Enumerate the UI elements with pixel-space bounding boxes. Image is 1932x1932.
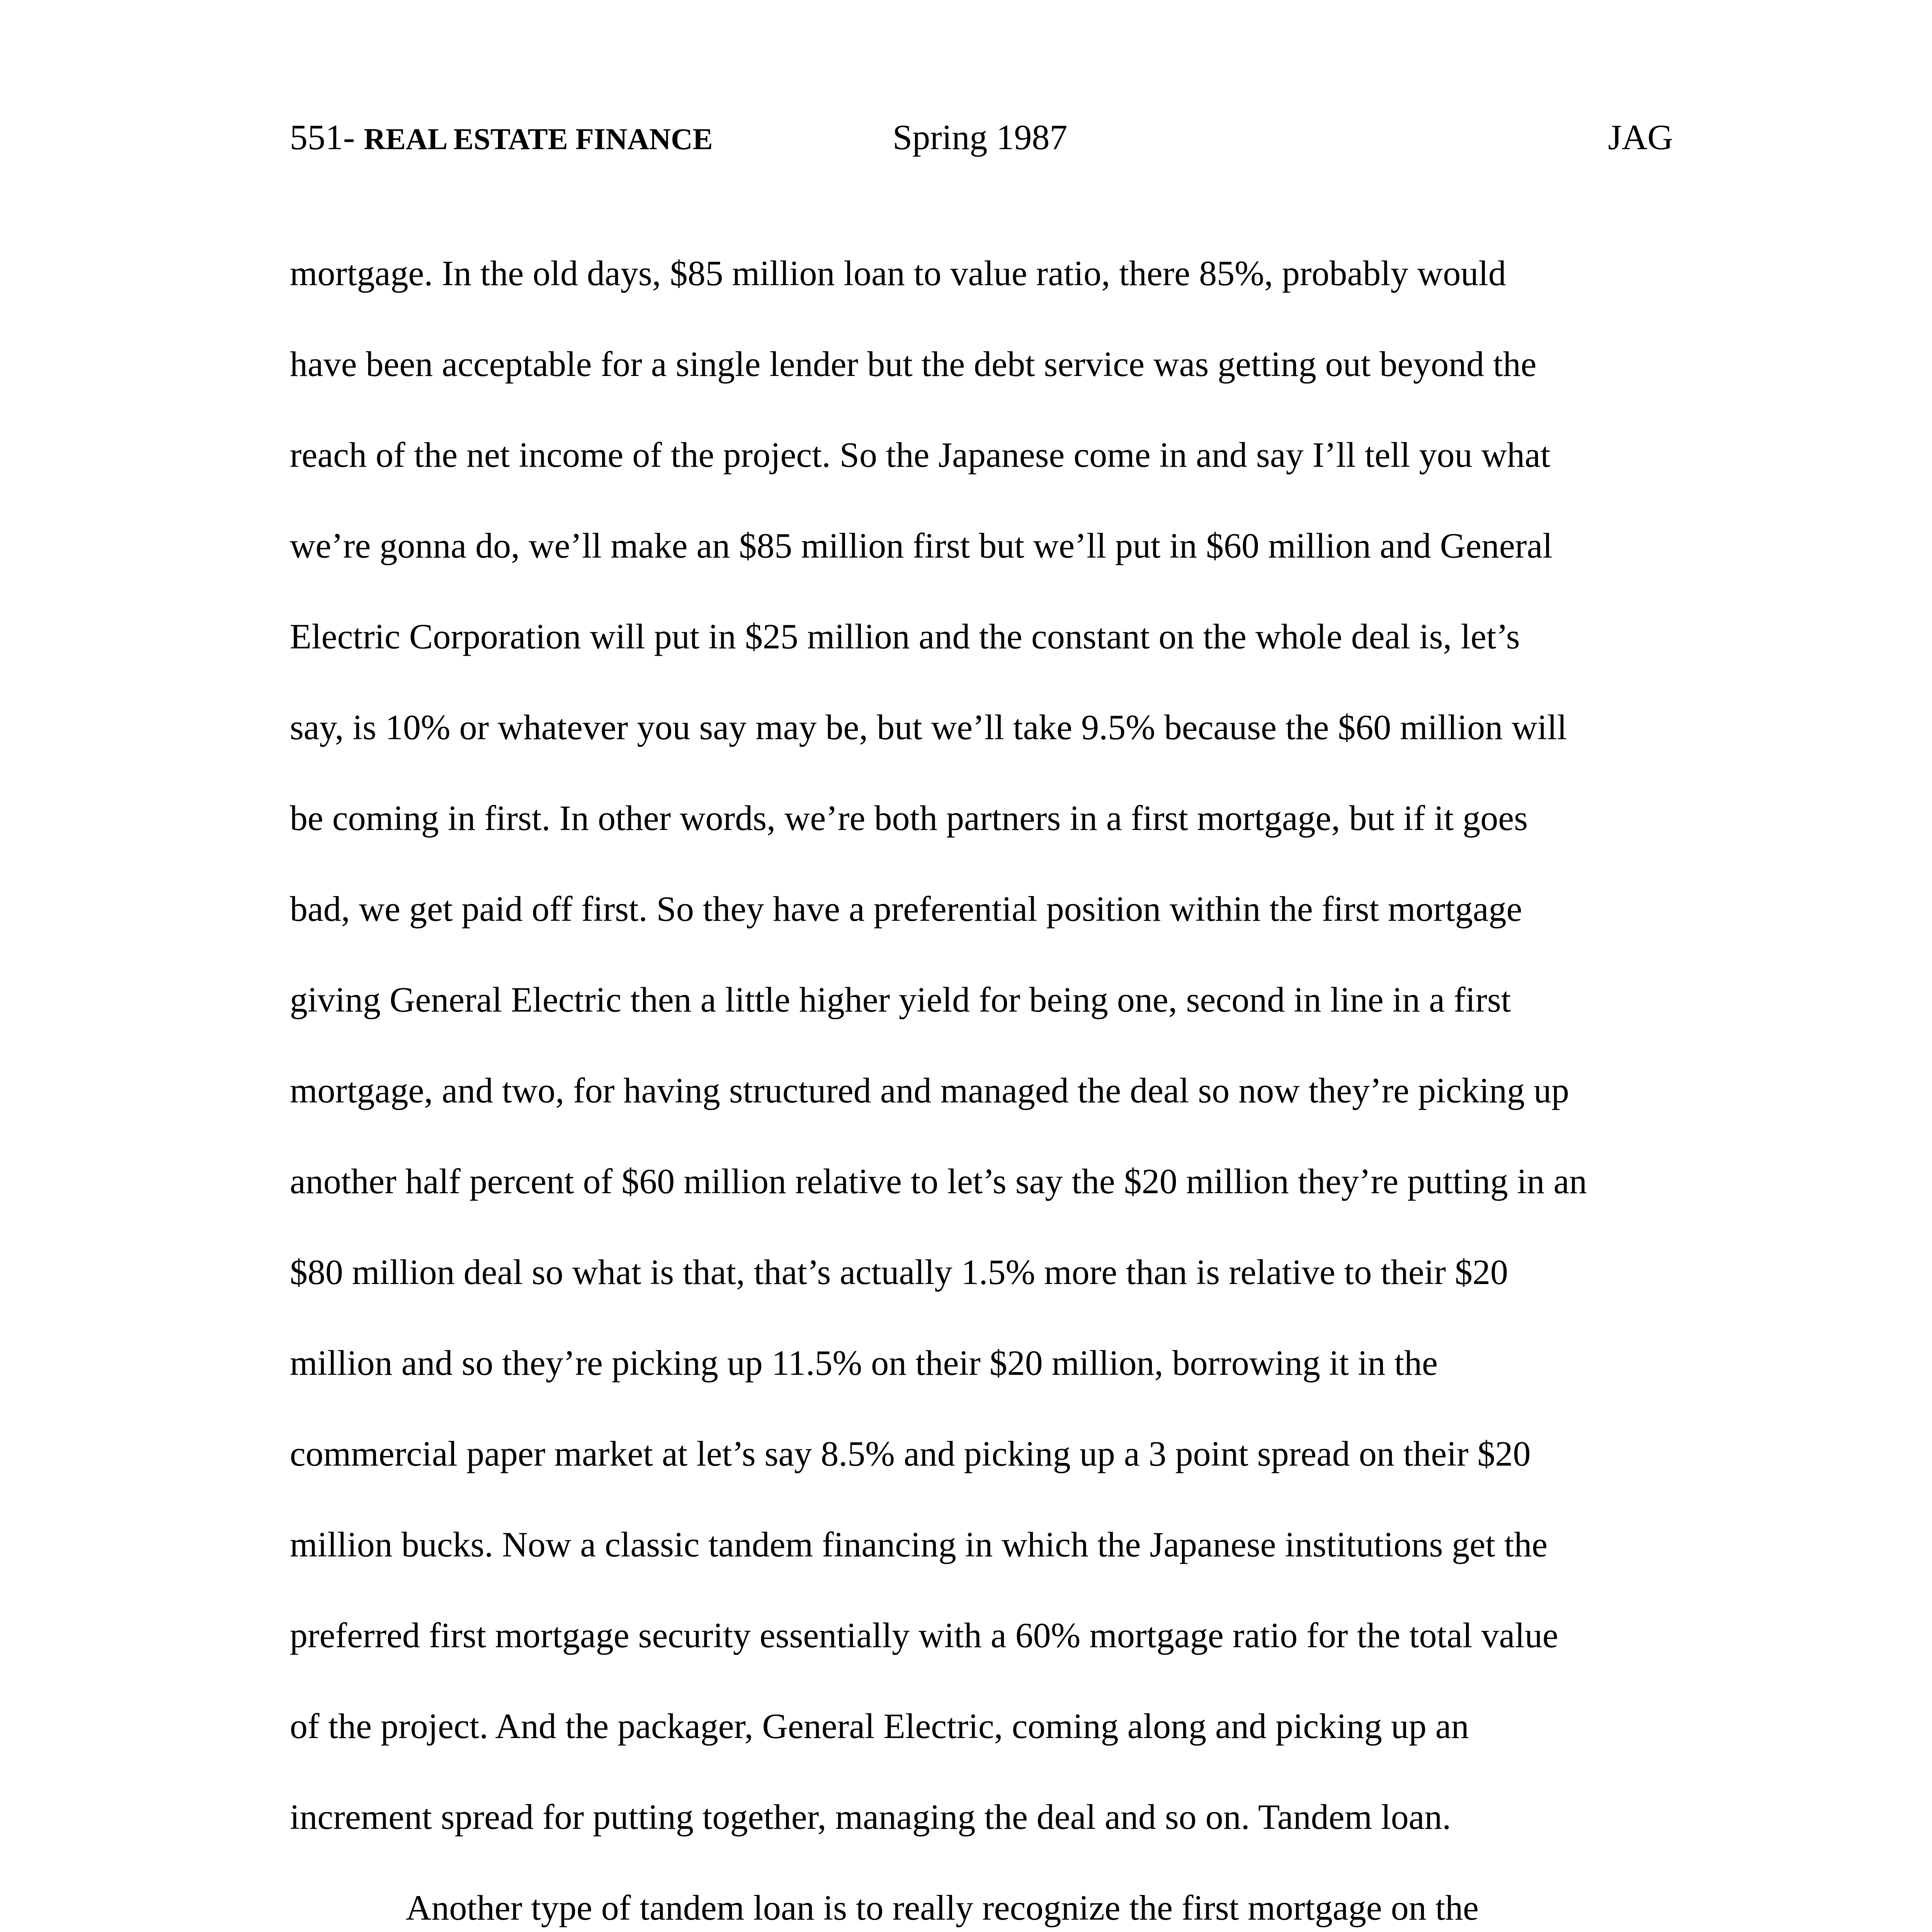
text-line: have been acceptable for a single lender but the debt service was getting out beyond the <box>290 344 1537 384</box>
text-line: another half percent of $60 million relative to let’s say the $20 million they’re putting in an <box>290 1162 1587 1201</box>
text-line: million bucks. Now a classic tandem financing in which the Japanese institutions get the <box>290 1525 1548 1564</box>
text-line: be coming in first. In other words, we’re both partners in a first mortgage, but if it goes <box>290 798 1528 838</box>
text-line: million and so they’re picking up 11.5% on their $20 million, borrowing it in the <box>290 1343 1438 1383</box>
transcript-body <box>290 228 1681 1932</box>
text-line: we’re gonna do, we’ll make an $85 million first but we’ll put in $60 million and General <box>290 526 1553 565</box>
paragraph-first-line: Another type of tandem loan is to really recognize the first mortgage on the <box>406 1888 1479 1927</box>
text-line: giving General Electric then a little higher yield for being one, second in line in a first <box>290 980 1511 1019</box>
course-number: 551- <box>290 117 364 157</box>
text-line: of the project. And the packager, General Electric, coming along and picking up an <box>290 1706 1469 1746</box>
text-line: preferred first mortgage security essentially with a 60% mortgage ratio for the total value <box>290 1616 1558 1655</box>
text-line: Electric Corporation will put in $25 million and the constant on the whole deal is, let’s <box>290 617 1520 656</box>
text-line: commercial paper market at let’s say 8.5% and picking up a 3 point spread on their $20 <box>290 1434 1531 1473</box>
text-line: increment spread for putting together, managing the deal and so on. Tandem loan. <box>290 1797 1451 1837</box>
course-title: REAL ESTATE FINANCE <box>364 122 713 156</box>
page-header <box>290 112 1673 162</box>
text-line: mortgage, and two, for having structured and managed the deal so now they’re picking up <box>290 1071 1570 1110</box>
text-line: $80 million deal so what is that, that’s actually 1.5% more than is relative to their $20 <box>290 1252 1508 1292</box>
term-label: Spring 1987 <box>893 117 1068 157</box>
text-line: bad, we get paid off first. So they have a preferential position within the first mortgage <box>290 889 1522 929</box>
course-heading <box>290 112 713 164</box>
text-line: say, is 10% or whatever you say may be, but we’ll take 9.5% because the $60 million will <box>290 707 1567 747</box>
author-initials: JAG <box>1608 117 1673 157</box>
text-line: mortgage. In the old days, $85 million loan to value ratio, there 85%, probably would <box>290 253 1506 293</box>
text-line: reach of the net income of the project. So the Japanese come in and say I’ll tell you what <box>290 435 1551 474</box>
